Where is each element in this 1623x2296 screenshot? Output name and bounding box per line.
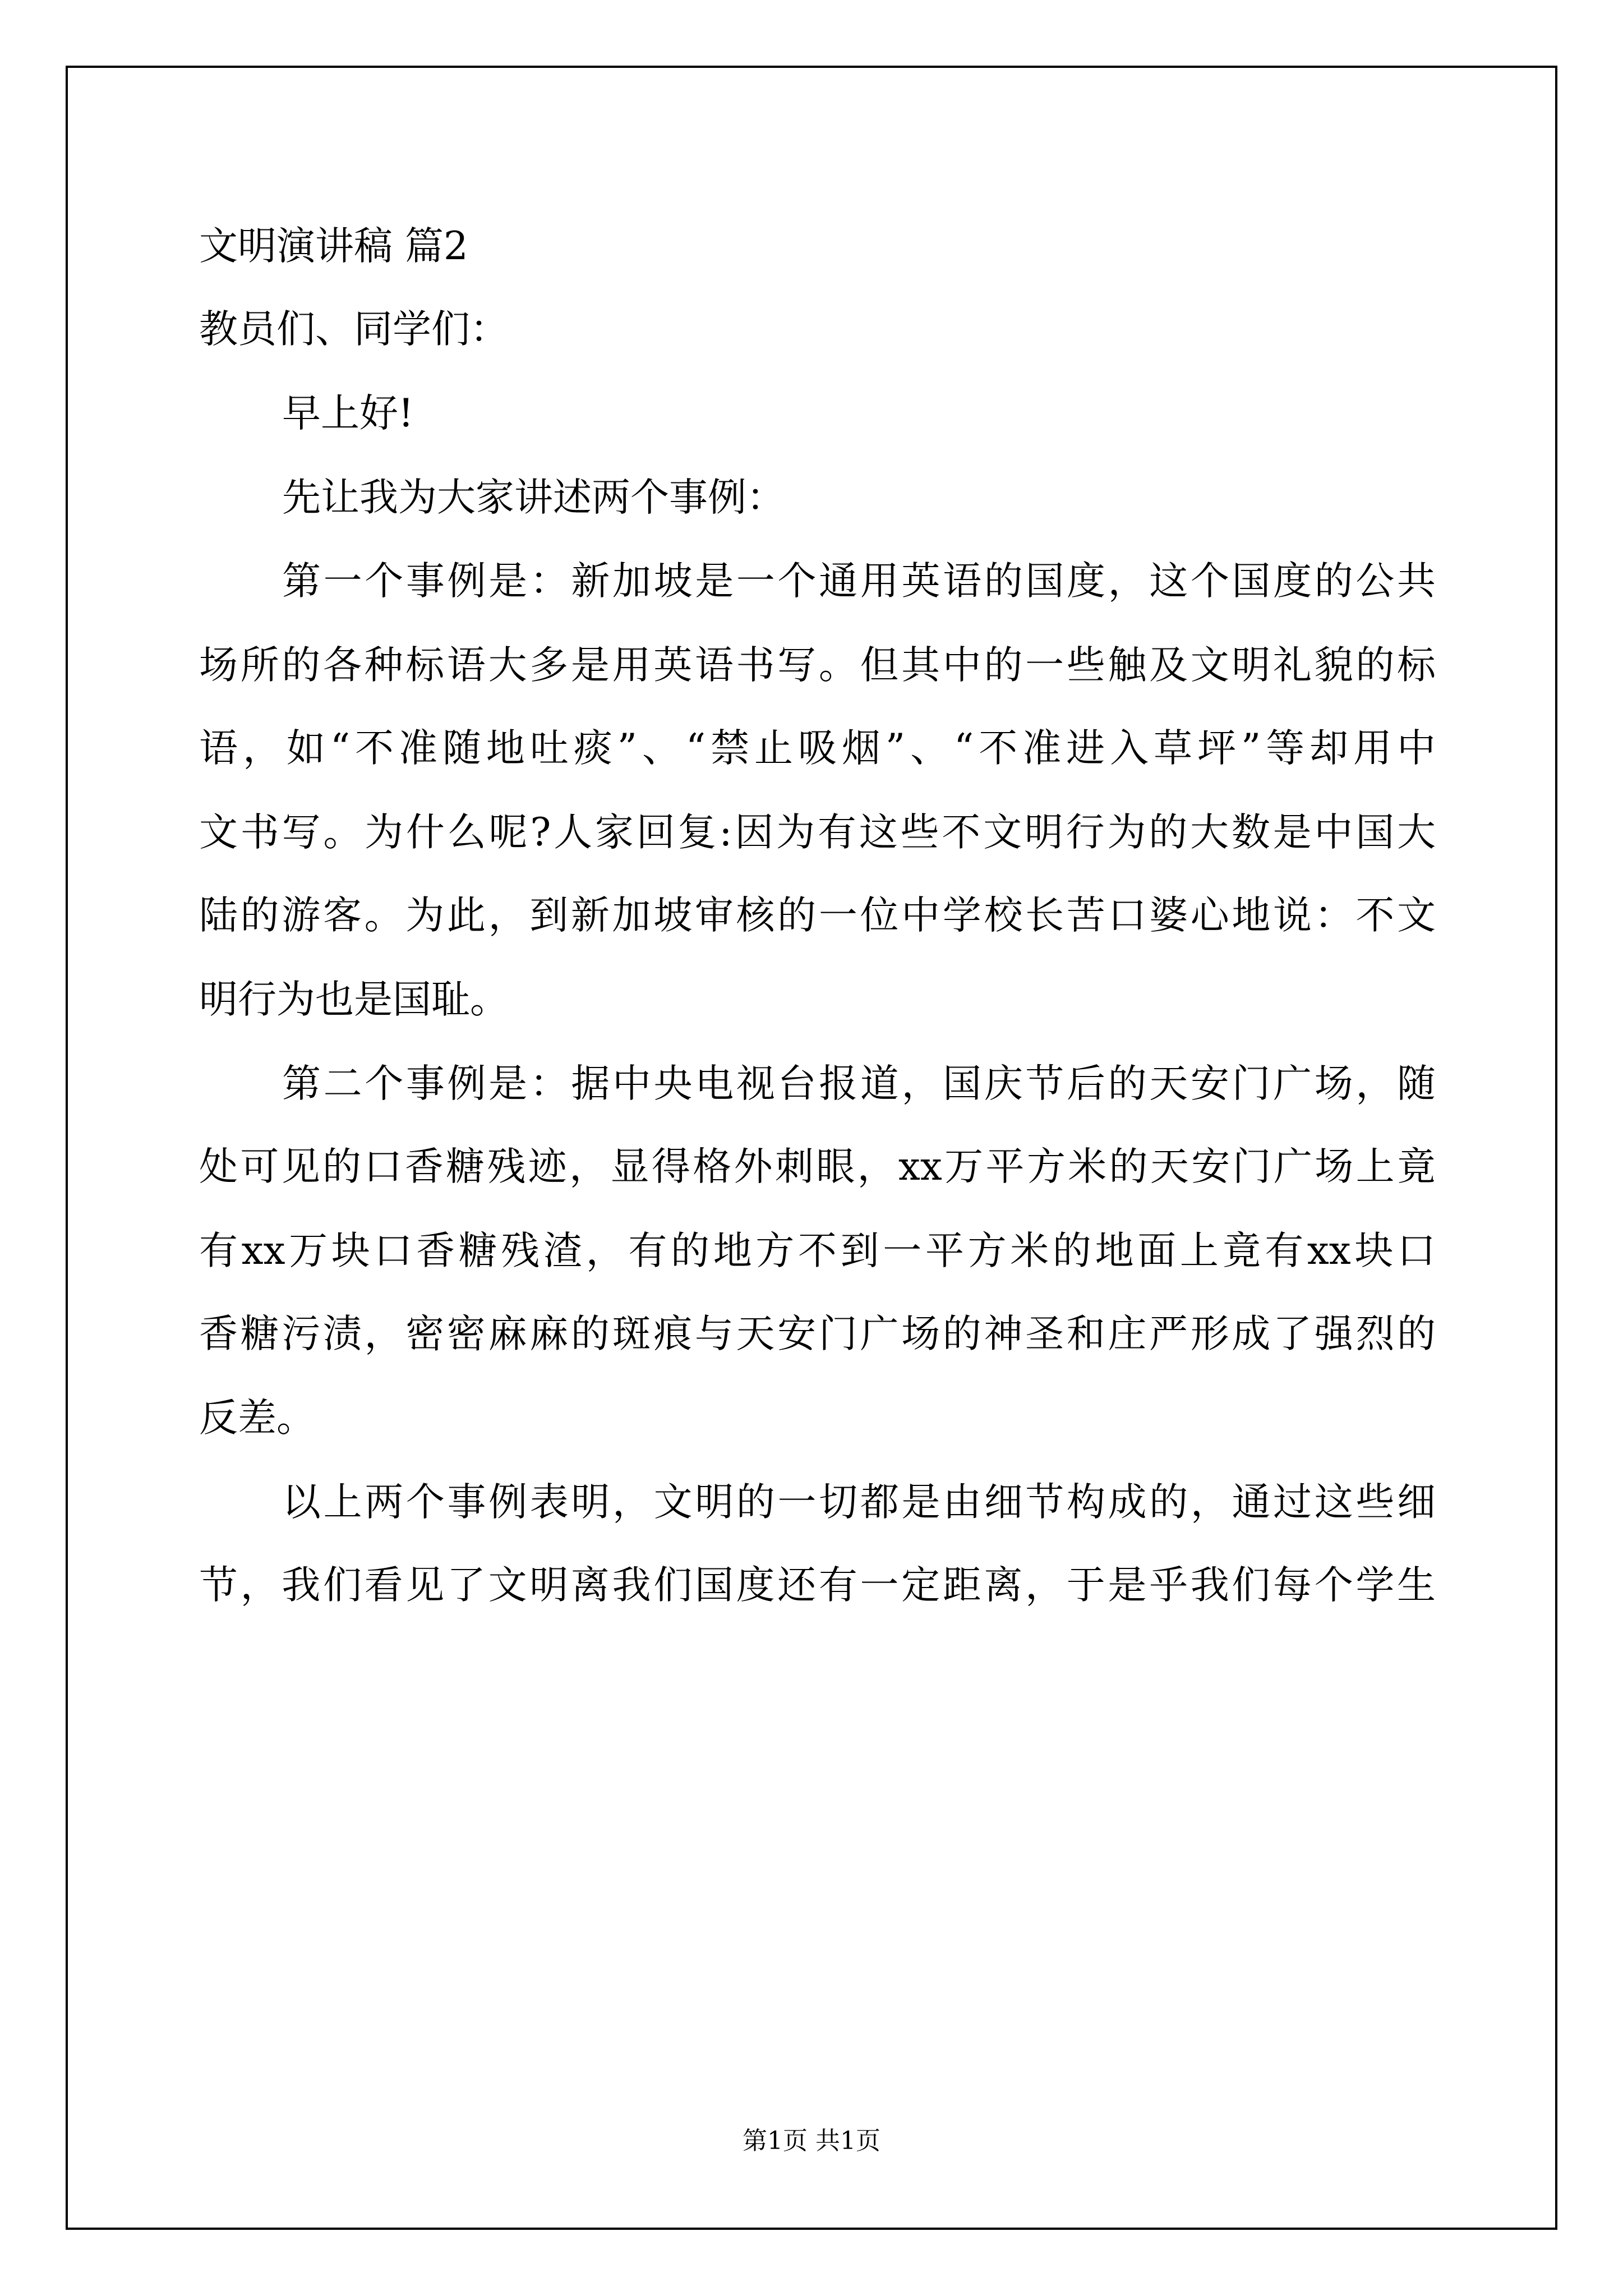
paragraph-line: 文书写。为什么呢?人家回复:因为有这些不文明行为的大数是中国大 (199, 810, 1436, 855)
paragraph-line: 有xx万块口香糖残渣，有的地方不到一平方米的地面上竟有xx块口 (199, 1228, 1436, 1273)
paragraph-line: 明行为也是国耻。 (199, 977, 509, 1022)
paragraph-line: 反差。 (199, 1396, 315, 1441)
salutation: 教员们、同学们： (199, 307, 509, 352)
paragraph-line: 第二个事例是：据中央电视台报道，国庆节后的天安门广场，随 (282, 1061, 1436, 1106)
paragraph-line: 第一个事例是：新加坡是一个通用英语的国度，这个国度的公共 (282, 559, 1436, 604)
document-title: 文明演讲稿 篇2 (199, 224, 468, 269)
paragraph-line: 语，如“不准随地吐痰”、“禁止吸烟”、“不准进入草坪”等却用中 (199, 726, 1436, 771)
paragraph-line: 以上两个事例表明，文明的一切都是由细节构成的，通过这些细 (282, 1480, 1436, 1525)
greeting: 早上好! (282, 391, 414, 436)
paragraph-line: 陆的游客。为此，到新加坡审核的一位中学校长苦口婆心地说：不文 (199, 893, 1436, 938)
intro-line: 先让我为大家讲述两个事例： (282, 475, 785, 520)
paragraph-line: 香糖污渍，密密麻麻的斑痕与天安门广场的神圣和庄严形成了强烈的 (199, 1312, 1436, 1356)
paragraph-line: 场所的各种标语大多是用英语书写。但其中的一些触及文明礼貌的标 (199, 643, 1436, 688)
page-footer: 第1页 共1页 (743, 2127, 880, 2155)
paragraph-line: 节，我们看见了文明离我们国度还有一定距离，于是乎我们每个学生 (199, 1563, 1436, 1608)
paragraph-line: 处可见的口香糖残迹，显得格外刺眼，xx万平方米的天安门广场上竟 (199, 1144, 1436, 1189)
